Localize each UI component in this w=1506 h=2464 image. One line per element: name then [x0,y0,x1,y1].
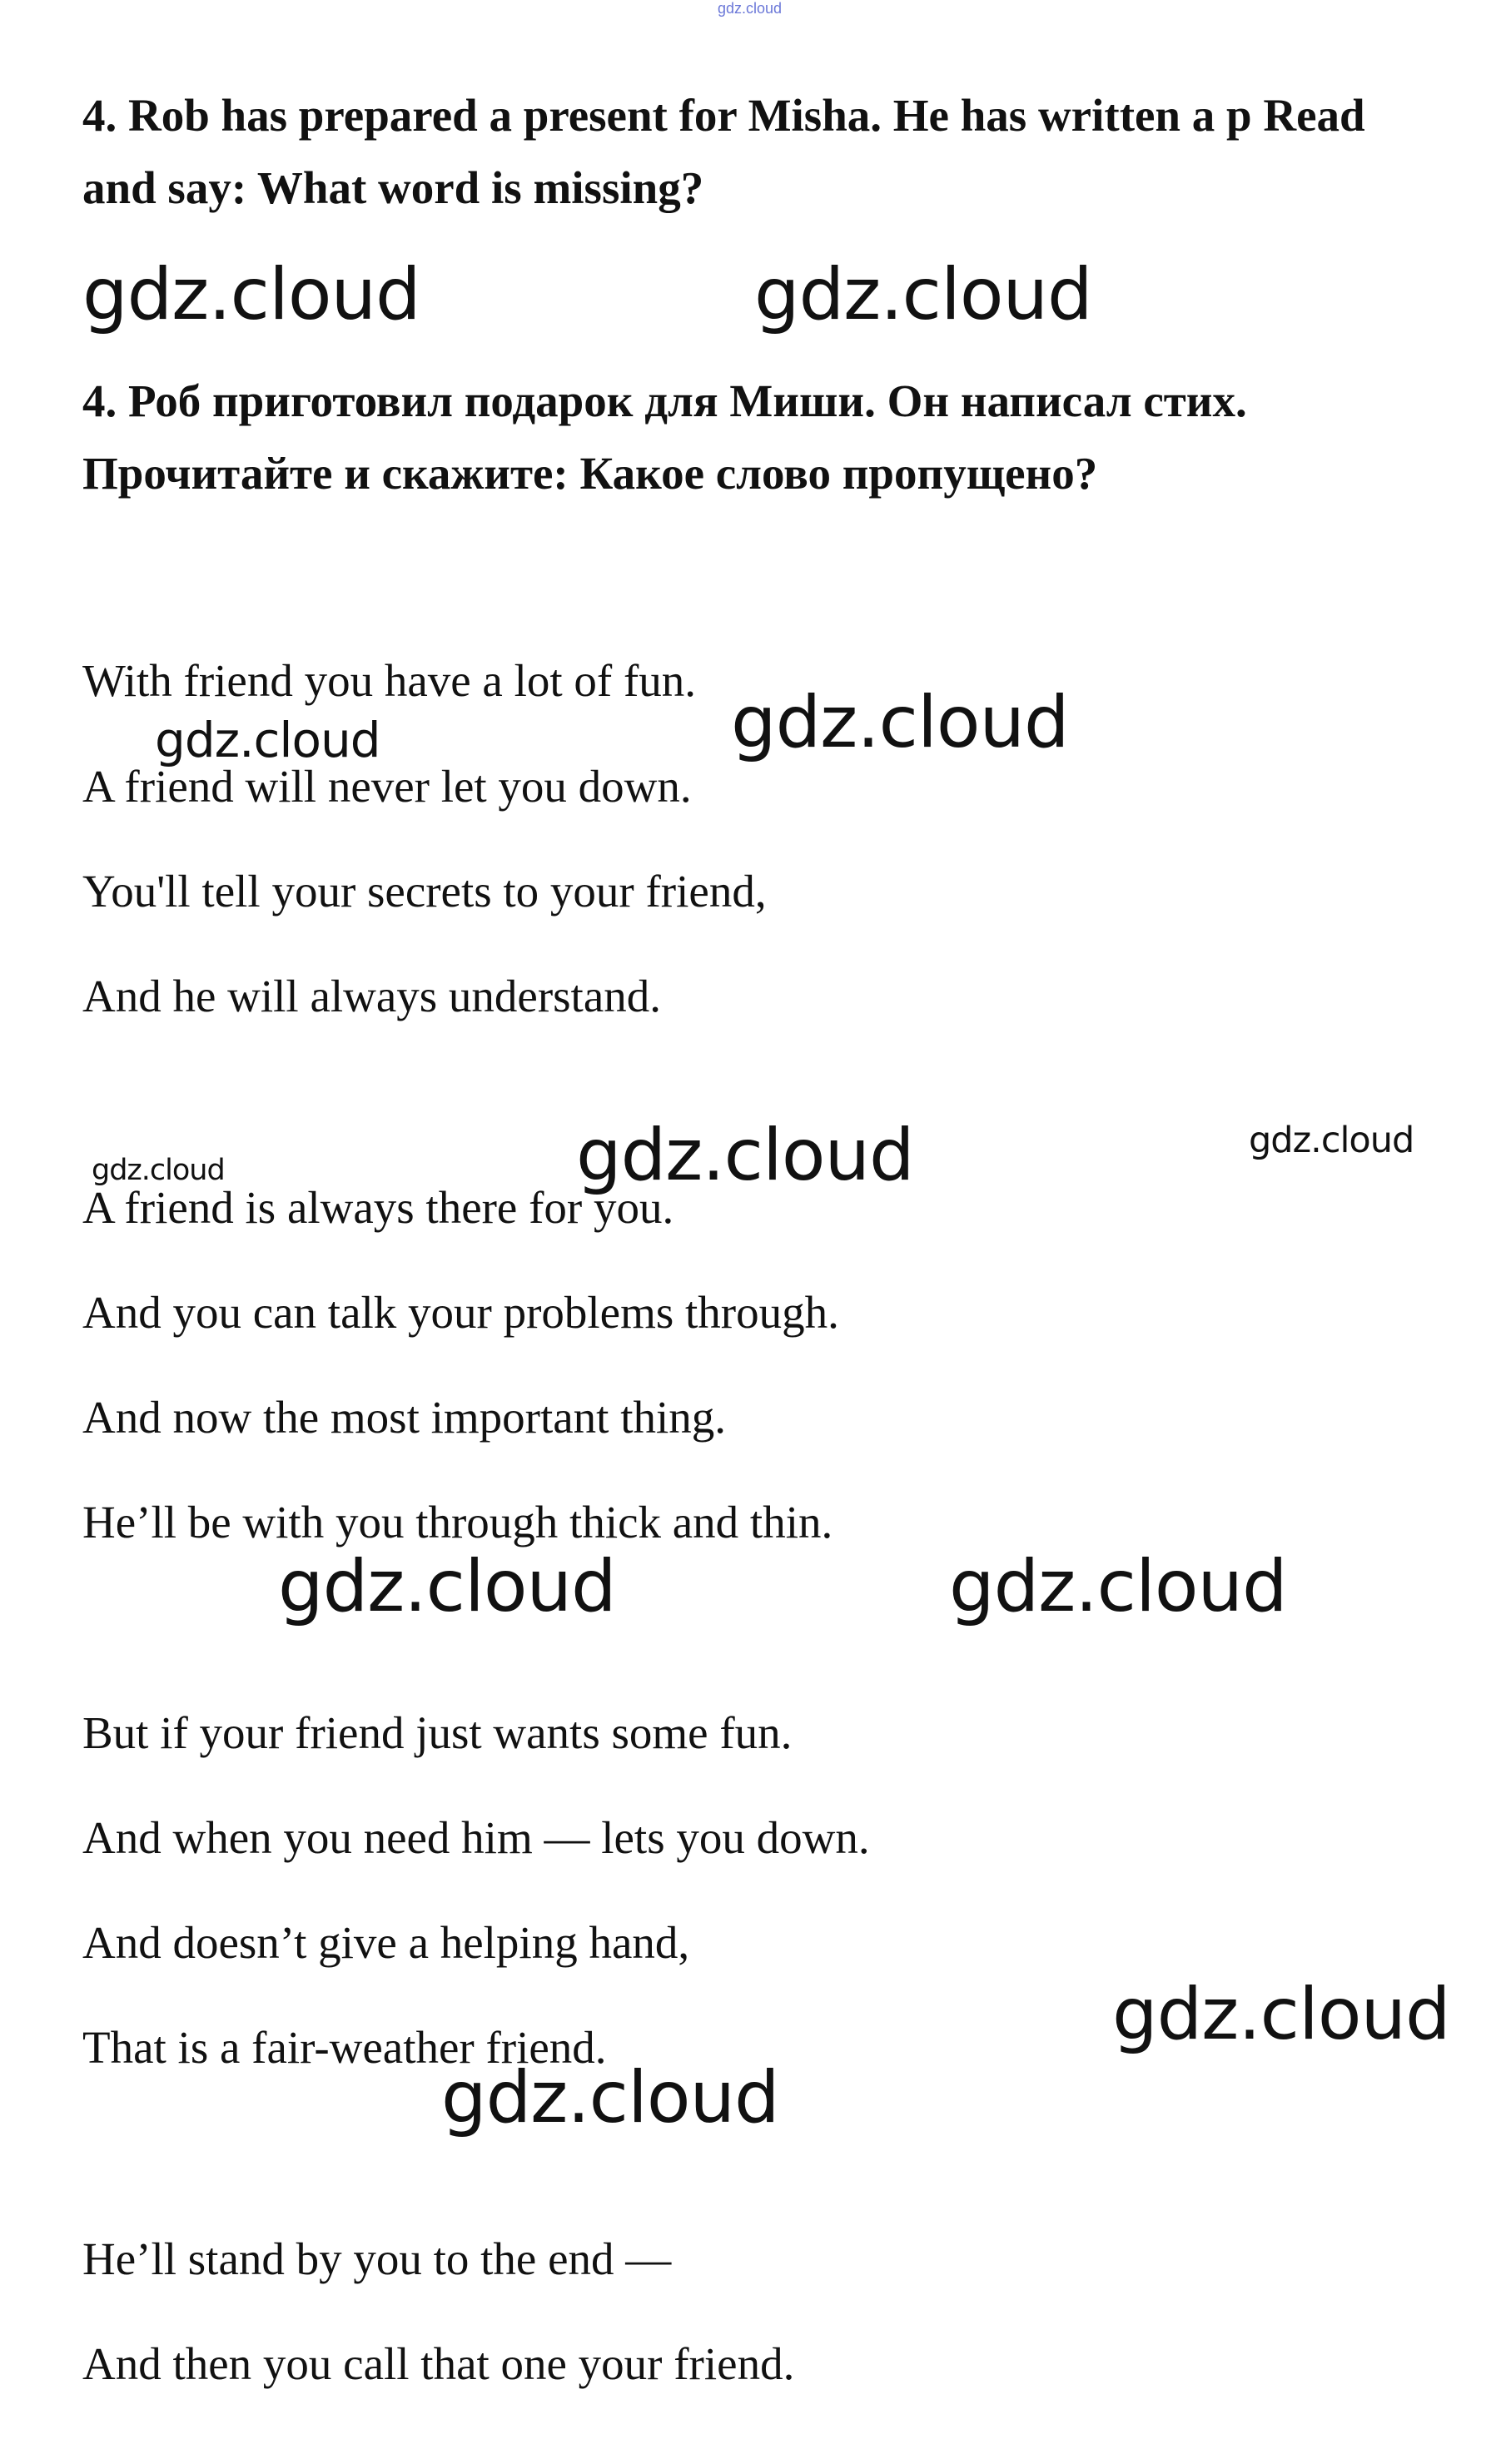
task-heading-english-line-2: and say: What word is missing? [82,162,704,213]
poem-line: And when you need him — lets you down. [82,1812,870,1863]
task-heading-russian-line-1: 4. Роб приготовил подарок для Миши. Он написал стих. [82,375,1247,426]
poem-line: And then you call that one your friend. [82,2338,795,2389]
watermark-text: gdz.cloud [441,2056,779,2139]
task-heading-english-line-1: 4. Rob has prepared a present for Misha. He has written a p Read [82,90,1365,141]
watermark-text: gdz.cloud [731,681,1069,764]
watermark-text: gdz.cloud [1112,1973,1450,2056]
top-watermark: gdz.cloud [718,0,783,17]
poem-line: A friend is always there for you. [82,1182,674,1233]
poem-line: And you can talk your problems through. [82,1287,839,1338]
watermark-text: gdz.cloud [278,1545,616,1628]
poem-line: He’ll be with you through thick and thin. [82,1497,833,1547]
watermark-text: gdz.cloud [82,253,420,336]
watermark-text: gdz.cloud [1249,1120,1414,1161]
poem-line: A friend will never let you down. [82,761,692,812]
task-heading-russian [82,365,1247,509]
watermark-text: gdz.cloud [949,1545,1287,1628]
poem-line: And now the most important thing. [82,1392,727,1443]
poem-line: With friend you have a lot of fun. [82,655,697,706]
poem-line: And doesn’t give a helping hand, [82,1917,690,1968]
poem-line: You'll tell your secrets to your friend, [82,866,767,917]
watermark-text: gdz.cloud [576,1114,914,1197]
watermark-text: gdz.cloud [155,712,380,768]
task-heading-russian-line-2: Прочитайте и скажите: Какое слово пропущено? [82,448,1098,499]
watermark-text: gdz.cloud [92,1154,225,1187]
poem-line: He’ll stand by you to the end — [82,2233,672,2284]
watermark-text: gdz.cloud [754,253,1092,336]
poem-line: That is a fair-weather friend. [82,2022,607,2073]
poem-line: But if your friend just wants some fun. [82,1707,793,1758]
task-heading-english [82,79,1365,224]
poem-line: And he will always understand. [82,971,661,1021]
